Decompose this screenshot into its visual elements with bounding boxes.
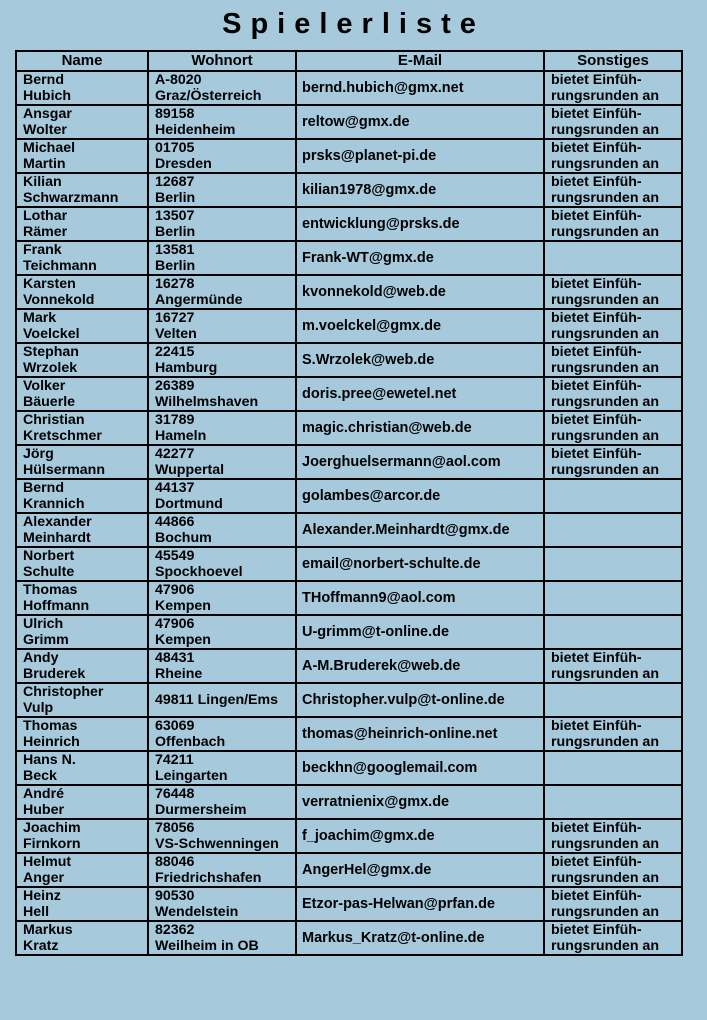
name-cell-line-1: Stephan — [23, 344, 79, 360]
name-cell — [16, 105, 148, 139]
name-cell-line-2: Voelckel — [23, 326, 80, 342]
table-row — [16, 683, 682, 717]
wohnort-cell-line-1: 49811 Lingen/Ems — [155, 692, 279, 708]
wohnort-cell — [148, 751, 296, 785]
sonstiges-cell — [544, 139, 682, 173]
wohnort-cell — [148, 377, 296, 411]
table-row — [16, 309, 682, 343]
email-cell: kilian1978@gmx.de — [296, 173, 544, 207]
wohnort-cell-line-2: Spockhoevel — [155, 564, 243, 580]
name-cell-line-2: Firnkorn — [23, 836, 81, 852]
wohnort-cell-line-2: Wuppertal — [155, 462, 225, 478]
table-row — [16, 275, 682, 309]
sonstiges-cell-line-2: rungsrunden an — [551, 360, 659, 376]
name-cell-line-1: Ansgar — [23, 106, 72, 122]
name-cell-line-2: Bäuerle — [23, 394, 76, 410]
wohnort-cell-line-2: Kempen — [155, 632, 211, 648]
name-cell-line-2: Meinhardt — [23, 530, 91, 546]
sonstiges-cell — [544, 921, 682, 955]
sonstiges-cell — [544, 751, 682, 785]
name-cell-line-2: Bruderek — [23, 666, 86, 682]
sonstiges-cell — [544, 241, 682, 275]
name-cell-line-2: Heinrich — [23, 734, 80, 750]
name-cell — [16, 445, 148, 479]
name-cell-line-1: Karsten — [23, 276, 76, 292]
wohnort-cell — [148, 547, 296, 581]
email-cell: Alexander.Meinhardt@gmx.de — [296, 513, 544, 547]
wohnort-cell-line-1: 22415 — [155, 344, 195, 360]
wohnort-cell — [148, 343, 296, 377]
email-cell: kvonnekold@web.de — [296, 275, 544, 309]
email-cell: A-M.Bruderek@web.de — [296, 649, 544, 683]
sonstiges-cell-line-1: bietet Einfüh- — [551, 888, 642, 904]
wohnort-cell — [148, 445, 296, 479]
sonstiges-cell-line-2: rungsrunden an — [551, 326, 659, 342]
table-row — [16, 615, 682, 649]
sonstiges-cell-line-1: bietet Einfüh- — [551, 718, 642, 734]
wohnort-cell-line-1: 13507 — [155, 208, 195, 224]
name-cell-line-1: Christopher — [23, 684, 104, 700]
email-cell: Etzor-pas-Helwan@prfan.de — [296, 887, 544, 921]
table-row — [16, 207, 682, 241]
wohnort-cell-line-2: Graz/Österreich — [155, 88, 262, 104]
sonstiges-cell-line-1: bietet Einfüh- — [551, 276, 642, 292]
wohnort-cell-line-2: Bochum — [155, 530, 212, 546]
sonstiges-cell — [544, 615, 682, 649]
wohnort-cell — [148, 683, 296, 717]
column-header-wohnort: Wohnort — [148, 51, 296, 71]
sonstiges-cell-line-1: bietet Einfüh- — [551, 650, 642, 666]
wohnort-cell-line-1: 82362 — [155, 922, 195, 938]
sonstiges-cell — [544, 819, 682, 853]
name-cell-line-1: Hans N. — [23, 752, 76, 768]
wohnort-cell-line-1: 76448 — [155, 786, 195, 802]
name-cell-line-2: Vonnekold — [23, 292, 95, 308]
sonstiges-cell-line-2: rungsrunden an — [551, 224, 659, 240]
wohnort-cell-line-1: 13581 — [155, 242, 195, 258]
name-cell-line-2: Hubich — [23, 88, 72, 104]
sonstiges-cell — [544, 853, 682, 887]
wohnort-cell — [148, 887, 296, 921]
table-row — [16, 717, 682, 751]
name-cell — [16, 377, 148, 411]
name-cell-line-2: Rämer — [23, 224, 68, 240]
sonstiges-cell — [544, 71, 682, 105]
wohnort-cell — [148, 71, 296, 105]
name-cell — [16, 717, 148, 751]
wohnort-cell-line-2: Dortmund — [155, 496, 223, 512]
table-row — [16, 241, 682, 275]
wohnort-cell — [148, 207, 296, 241]
sonstiges-cell — [544, 547, 682, 581]
wohnort-cell-line-1: 47906 — [155, 616, 195, 632]
column-header-sonstiges: Sonstiges — [544, 51, 682, 71]
wohnort-cell-line-1: 74211 — [155, 752, 194, 768]
name-cell — [16, 139, 148, 173]
wohnort-cell-line-1: 47906 — [155, 582, 195, 598]
wohnort-cell-line-1: 78056 — [155, 820, 195, 836]
email-cell: Christopher.vulp@t-online.de — [296, 683, 544, 717]
name-cell-line-1: Jörg — [23, 446, 54, 462]
name-cell-line-2: Kretschmer — [23, 428, 102, 444]
name-cell — [16, 343, 148, 377]
sonstiges-cell — [544, 785, 682, 819]
sonstiges-cell-line-2: rungsrunden an — [551, 734, 659, 750]
sonstiges-cell-line-2: rungsrunden an — [551, 836, 659, 852]
table-row — [16, 445, 682, 479]
email-cell: magic.christian@web.de — [296, 411, 544, 445]
sonstiges-cell-line-2: rungsrunden an — [551, 88, 659, 104]
wohnort-cell-line-2: Offenbach — [155, 734, 226, 750]
name-cell — [16, 241, 148, 275]
name-cell-line-1: Volker — [23, 378, 66, 394]
name-cell — [16, 921, 148, 955]
name-cell-line-1: Bernd — [23, 72, 64, 88]
table-row — [16, 479, 682, 513]
name-cell — [16, 683, 148, 717]
table-row — [16, 819, 682, 853]
wohnort-cell — [148, 853, 296, 887]
name-cell-line-2: Martin — [23, 156, 66, 172]
email-cell: Markus_Kratz@t-online.de — [296, 921, 544, 955]
name-cell-line-2: Schulte — [23, 564, 75, 580]
wohnort-cell-line-2: Friedrichshafen — [155, 870, 262, 886]
name-cell — [16, 751, 148, 785]
name-cell — [16, 71, 148, 105]
name-cell-line-1: Christian — [23, 412, 85, 428]
table-row — [16, 513, 682, 547]
name-cell-line-1: Thomas — [23, 718, 78, 734]
email-cell: thomas@heinrich-online.net — [296, 717, 544, 751]
wohnort-cell-line-2: Berlin — [155, 258, 196, 274]
email-cell: email@norbert-schulte.de — [296, 547, 544, 581]
sonstiges-cell-line-1: bietet Einfüh- — [551, 344, 642, 360]
name-cell-line-1: Joachim — [23, 820, 81, 836]
name-cell-line-1: Norbert — [23, 548, 75, 564]
wohnort-cell-line-2: Hameln — [155, 428, 207, 444]
sonstiges-cell — [544, 581, 682, 615]
name-cell-line-1: Lothar — [23, 208, 68, 224]
sonstiges-cell — [544, 717, 682, 751]
wohnort-cell-line-1: 45549 — [155, 548, 195, 564]
table-row — [16, 139, 682, 173]
table-row — [16, 547, 682, 581]
wohnort-cell-line-2: Berlin — [155, 190, 196, 206]
sonstiges-cell-line-2: rungsrunden an — [551, 122, 659, 138]
email-cell: Joerghuelsermann@aol.com — [296, 445, 544, 479]
wohnort-cell-line-1: 26389 — [155, 378, 195, 394]
email-cell: beckhn@googlemail.com — [296, 751, 544, 785]
sonstiges-cell-line-2: rungsrunden an — [551, 190, 659, 206]
sonstiges-cell-line-2: rungsrunden an — [551, 462, 659, 478]
name-cell-line-1: Ulrich — [23, 616, 64, 632]
table-row — [16, 581, 682, 615]
table-row — [16, 649, 682, 683]
sonstiges-cell-line-1: bietet Einfüh- — [551, 208, 642, 224]
table-row — [16, 377, 682, 411]
sonstiges-cell-line-1: bietet Einfüh- — [551, 820, 642, 836]
player-table — [15, 50, 683, 956]
table-body — [16, 71, 682, 955]
wohnort-cell-line-1: 42277 — [155, 446, 195, 462]
table-row — [16, 751, 682, 785]
sonstiges-cell — [544, 275, 682, 309]
table-row — [16, 921, 682, 955]
name-cell-line-2: Anger — [23, 870, 64, 886]
wohnort-cell-line-1: 88046 — [155, 854, 195, 870]
sonstiges-cell-line-2: rungsrunden an — [551, 394, 659, 410]
table-row — [16, 105, 682, 139]
email-cell: Frank-WT@gmx.de — [296, 241, 544, 275]
wohnort-cell-line-1: A-8020 — [155, 72, 202, 88]
email-cell: entwicklung@prsks.de — [296, 207, 544, 241]
name-cell-line-1: André — [23, 786, 64, 802]
email-cell: U-grimm@t-online.de — [296, 615, 544, 649]
wohnort-cell-line-2: Weilheim in OB — [155, 938, 259, 954]
email-cell: prsks@planet-pi.de — [296, 139, 544, 173]
wohnort-cell — [148, 785, 296, 819]
sonstiges-cell-line-1: bietet Einfüh- — [551, 310, 642, 326]
table-row — [16, 411, 682, 445]
sonstiges-cell — [544, 309, 682, 343]
wohnort-cell — [148, 921, 296, 955]
wohnort-cell — [148, 275, 296, 309]
wohnort-cell-line-1: 89158 — [155, 106, 195, 122]
sonstiges-cell — [544, 649, 682, 683]
email-cell: golambes@arcor.de — [296, 479, 544, 513]
name-cell-line-1: Michael — [23, 140, 76, 156]
sonstiges-cell-line-1: bietet Einfüh- — [551, 106, 642, 122]
name-cell-line-2: Huber — [23, 802, 64, 818]
name-cell — [16, 615, 148, 649]
email-cell: bernd.hubich@gmx.net — [296, 71, 544, 105]
wohnort-cell-line-2: Durmersheim — [155, 802, 247, 818]
name-cell — [16, 275, 148, 309]
wohnort-cell-line-1: 01705 — [155, 140, 195, 156]
name-cell-line-2: Wolter — [23, 122, 67, 138]
sonstiges-cell — [544, 411, 682, 445]
name-cell-line-2: Hell — [23, 904, 50, 920]
sonstiges-cell — [544, 445, 682, 479]
name-cell-line-1: Heinz — [23, 888, 61, 904]
wohnort-cell-line-1: 44137 — [155, 480, 195, 496]
name-cell-line-2: Schwarzmann — [23, 190, 119, 206]
column-header-email: E-Mail — [296, 51, 544, 71]
table-row — [16, 71, 682, 105]
sonstiges-cell-line-2: rungsrunden an — [551, 938, 659, 954]
sonstiges-cell — [544, 207, 682, 241]
wohnort-cell-line-1: 48431 — [155, 650, 195, 666]
name-cell — [16, 173, 148, 207]
wohnort-cell — [148, 649, 296, 683]
sonstiges-cell — [544, 105, 682, 139]
email-cell: f_joachim@gmx.de — [296, 819, 544, 853]
sonstiges-cell-line-2: rungsrunden an — [551, 428, 659, 444]
wohnort-cell-line-2: Wendelstein — [155, 904, 239, 920]
name-cell-line-2: Krannich — [23, 496, 85, 512]
wohnort-cell-line-1: 16278 — [155, 276, 195, 292]
sonstiges-cell-line-1: bietet Einfüh- — [551, 174, 642, 190]
wohnort-cell-line-2: Kempen — [155, 598, 211, 614]
column-header-name: Name — [16, 51, 148, 71]
sonstiges-cell-line-2: rungsrunden an — [551, 904, 659, 920]
wohnort-cell-line-1: 16727 — [155, 310, 195, 326]
wohnort-cell — [148, 717, 296, 751]
wohnort-cell — [148, 479, 296, 513]
name-cell — [16, 479, 148, 513]
name-cell — [16, 547, 148, 581]
email-cell: doris.pree@ewetel.net — [296, 377, 544, 411]
sonstiges-cell-line-2: rungsrunden an — [551, 292, 659, 308]
name-cell-line-2: Teichmann — [23, 258, 97, 274]
name-cell-line-2: Kratz — [23, 938, 59, 954]
sonstiges-cell — [544, 479, 682, 513]
wohnort-cell — [148, 411, 296, 445]
name-cell-line-2: Wrzolek — [23, 360, 78, 376]
name-cell — [16, 649, 148, 683]
table-row — [16, 785, 682, 819]
sonstiges-cell-line-1: bietet Einfüh- — [551, 72, 642, 88]
name-cell-line-2: Grimm — [23, 632, 69, 648]
wohnort-cell-line-2: Heidenheim — [155, 122, 236, 138]
name-cell — [16, 309, 148, 343]
table-header-row — [16, 51, 682, 71]
wohnort-cell-line-1: 63069 — [155, 718, 195, 734]
sonstiges-cell — [544, 377, 682, 411]
wohnort-cell-line-2: Leingarten — [155, 768, 228, 784]
email-cell: THoffmann9@aol.com — [296, 581, 544, 615]
name-cell-line-1: Helmut — [23, 854, 72, 870]
email-cell: verratnienix@gmx.de — [296, 785, 544, 819]
wohnort-cell-line-1: 31789 — [155, 412, 195, 428]
name-cell — [16, 207, 148, 241]
table-row — [16, 887, 682, 921]
wohnort-cell-line-2: Berlin — [155, 224, 196, 240]
name-cell-line-2: Hülsermann — [23, 462, 105, 478]
name-cell-line-1: Bernd — [23, 480, 64, 496]
name-cell-line-1: Alexander — [23, 514, 92, 530]
name-cell-line-1: Frank — [23, 242, 62, 258]
wohnort-cell-line-2: Wilhelmshaven — [155, 394, 259, 410]
sonstiges-cell-line-2: rungsrunden an — [551, 870, 659, 886]
email-cell: S.Wrzolek@web.de — [296, 343, 544, 377]
name-cell — [16, 887, 148, 921]
sonstiges-cell-line-1: bietet Einfüh- — [551, 378, 642, 394]
wohnort-cell — [148, 513, 296, 547]
sonstiges-cell-line-2: rungsrunden an — [551, 666, 659, 682]
wohnort-cell — [148, 139, 296, 173]
wohnort-cell — [148, 241, 296, 275]
wohnort-cell-line-1: 90530 — [155, 888, 195, 904]
wohnort-cell — [148, 819, 296, 853]
name-cell-line-1: Thomas — [23, 582, 78, 598]
wohnort-cell — [148, 173, 296, 207]
wohnort-cell-line-2: Dresden — [155, 156, 212, 172]
wohnort-cell-line-1: 12687 — [155, 174, 195, 190]
sonstiges-cell — [544, 513, 682, 547]
sonstiges-cell-line-2: rungsrunden an — [551, 156, 659, 172]
name-cell-line-2: Vulp — [23, 700, 54, 716]
name-cell-line-1: Markus — [23, 922, 73, 938]
sonstiges-cell-line-1: bietet Einfüh- — [551, 854, 642, 870]
wohnort-cell — [148, 309, 296, 343]
table-row — [16, 853, 682, 887]
name-cell-line-1: Kilian — [23, 174, 62, 190]
wohnort-cell — [148, 105, 296, 139]
name-cell-line-1: Andy — [23, 650, 59, 666]
wohnort-cell-line-2: Velten — [155, 326, 197, 342]
name-cell — [16, 819, 148, 853]
sonstiges-cell — [544, 343, 682, 377]
wohnort-cell — [148, 581, 296, 615]
sonstiges-cell — [544, 683, 682, 717]
sonstiges-cell-line-1: bietet Einfüh- — [551, 446, 642, 462]
wohnort-cell-line-2: Angermünde — [155, 292, 243, 308]
sonstiges-cell-line-1: bietet Einfüh- — [551, 412, 642, 428]
name-cell — [16, 513, 148, 547]
page-title: Spielerliste — [222, 8, 485, 40]
wohnort-cell-line-2: Rheine — [155, 666, 203, 682]
wohnort-cell-line-2: Hamburg — [155, 360, 218, 376]
table-row — [16, 173, 682, 207]
name-cell — [16, 785, 148, 819]
wohnort-cell-line-2: VS-Schwenningen — [155, 836, 279, 852]
sonstiges-cell-line-1: bietet Einfüh- — [551, 922, 642, 938]
name-cell-line-2: Hoffmann — [23, 598, 90, 614]
email-cell: m.voelckel@gmx.de — [296, 309, 544, 343]
email-cell: reltow@gmx.de — [296, 105, 544, 139]
wohnort-cell-line-1: 44866 — [155, 514, 195, 530]
email-cell: AngerHel@gmx.de — [296, 853, 544, 887]
sonstiges-cell-line-1: bietet Einfüh- — [551, 140, 642, 156]
sonstiges-cell — [544, 173, 682, 207]
name-cell-line-2: Beck — [23, 768, 57, 784]
name-cell-line-1: Mark — [23, 310, 57, 326]
name-cell — [16, 853, 148, 887]
name-cell — [16, 581, 148, 615]
wohnort-cell — [148, 615, 296, 649]
table-row — [16, 343, 682, 377]
name-cell — [16, 411, 148, 445]
sonstiges-cell — [544, 887, 682, 921]
